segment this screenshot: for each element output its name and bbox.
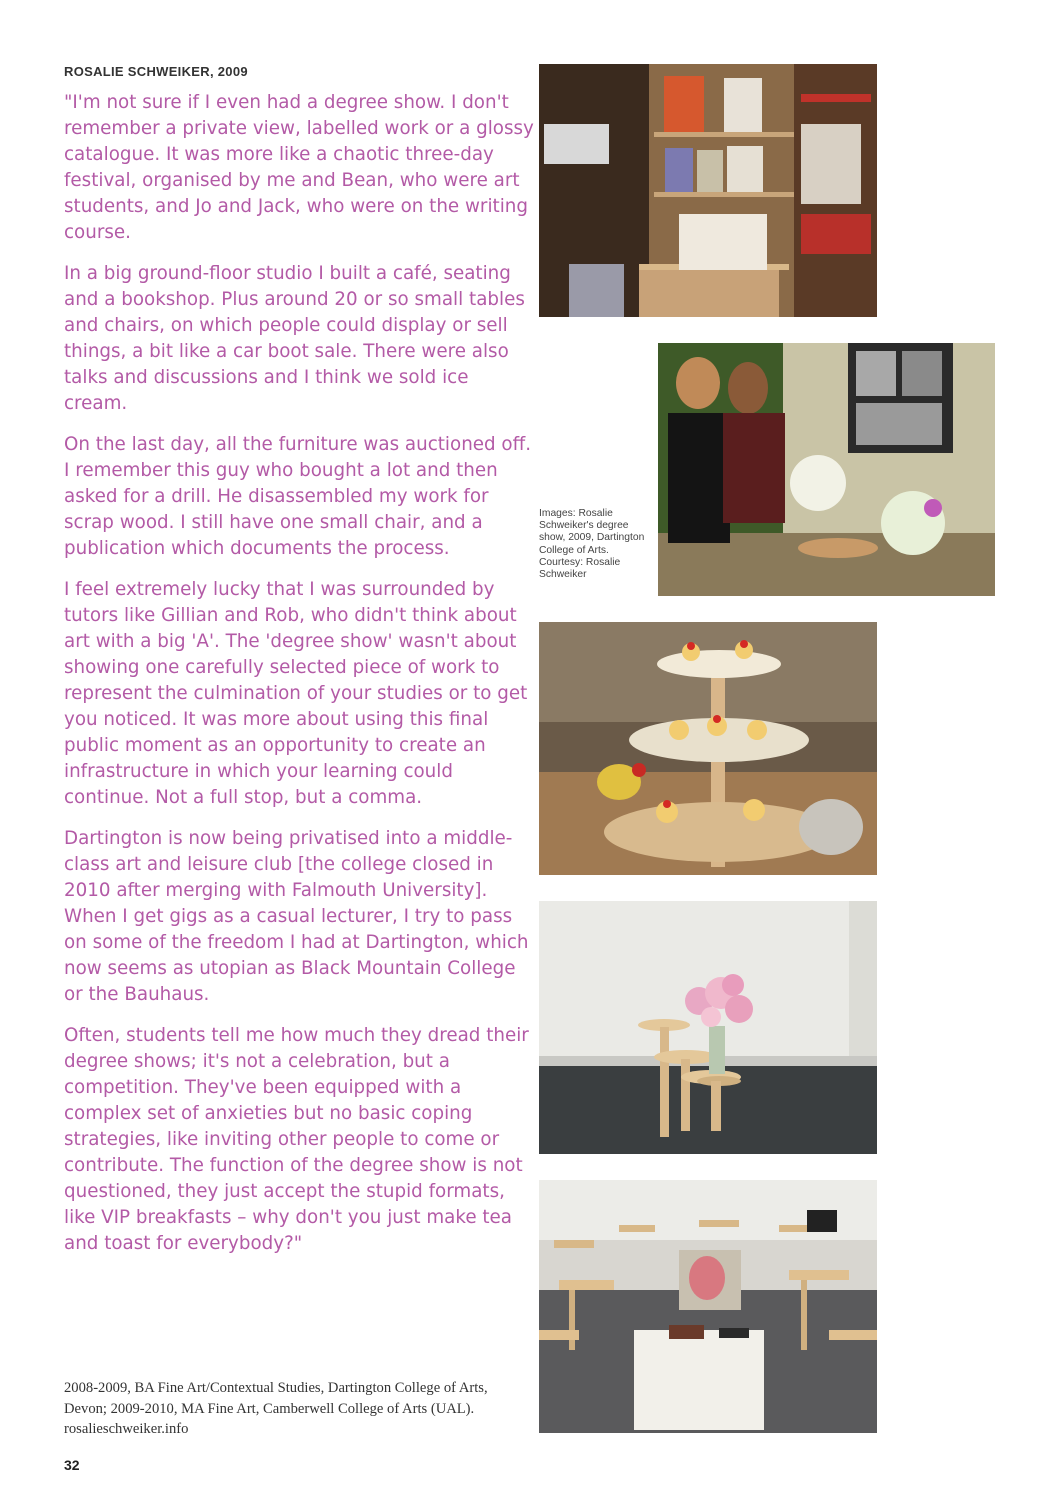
body-paragraph: Dartington is now being privatised into a middle-class art and leisure club [the college closed in 2010 after merging with Falmouth University]. When I get gigs as a casual lecturer, I try to pass on some of the freedom I had at Dartington, which now seems as utopian as Black Mountain College or the Bauhaus. <box>64 828 529 1005</box>
body-paragraph: "I'm not sure if I even had a degree show. I don't remember a private view, labelled work or a glossy catalogue. It was more like a chaotic three-day festival, organised by me and Bean, who were art students, and Jo and Jack, who were on the writing course. <box>64 92 534 243</box>
bookshop-photo <box>539 64 877 317</box>
body-paragraph: I feel extremely lucky that I was surrounded by tutors like Gillian and Rob, who didn't think about art with a big 'A'. The 'degree show' wasn't about showing one carefully selected piece of work to represent the culmination of your studies or to get you noticed. It was more about using this final public moment as an opportunity to create an infrastructure in which your learning could continue. Not a full stop, but a comma. <box>64 579 528 808</box>
body-paragraph: On the last day, all the furniture was auctioned off. I remember this guy who bought a lot and then asked for a drill. He disassembled my work for scrap wood. I still have one small chair, and a publication which documents the process. <box>64 434 532 559</box>
article-heading: ROSALIE SCHWEIKER, 2009 <box>64 64 248 79</box>
stools-flowers-photo <box>539 901 877 1154</box>
body-paragraph: Often, students tell me how much they dread their degree shows; it's not a celebration, but a competition. They've been equipped with a complex set of anxieties but no basic coping strategies, like inviting other people to come or contribute. The function of the degree show is not questioned, they just accept the stupid formats, like VIP breakfasts – why don't you just make tea and toast for everybody?" <box>64 1025 529 1254</box>
page-number: 32 <box>64 1457 80 1473</box>
author-bio: 2008-2009, BA Fine Art/Contextual Studies, Dartington College of Arts, Devon; 2009-2010, MA Fine Art, Camberwell College of Arts (UAL). rosalieschweiker.info <box>64 1380 488 1437</box>
cake-stand-photo <box>539 622 877 875</box>
body-paragraph: In a big ground-floor studio I built a café, seating and a bookshop. Plus around 20 or so small tables and chairs, on which people could display or sell things, a bit like a car boot sale. There were also talks and discussions and I think we sold ice cream. <box>64 263 525 414</box>
image-caption: Images: Rosalie Schweiker's degree show, 2009, Dartington College of Arts. Courtesy: Rosalie Schweiker <box>539 508 645 581</box>
tables-room-photo <box>539 1180 877 1433</box>
article-body <box>64 90 534 1272</box>
people-seated-photo <box>658 343 995 596</box>
